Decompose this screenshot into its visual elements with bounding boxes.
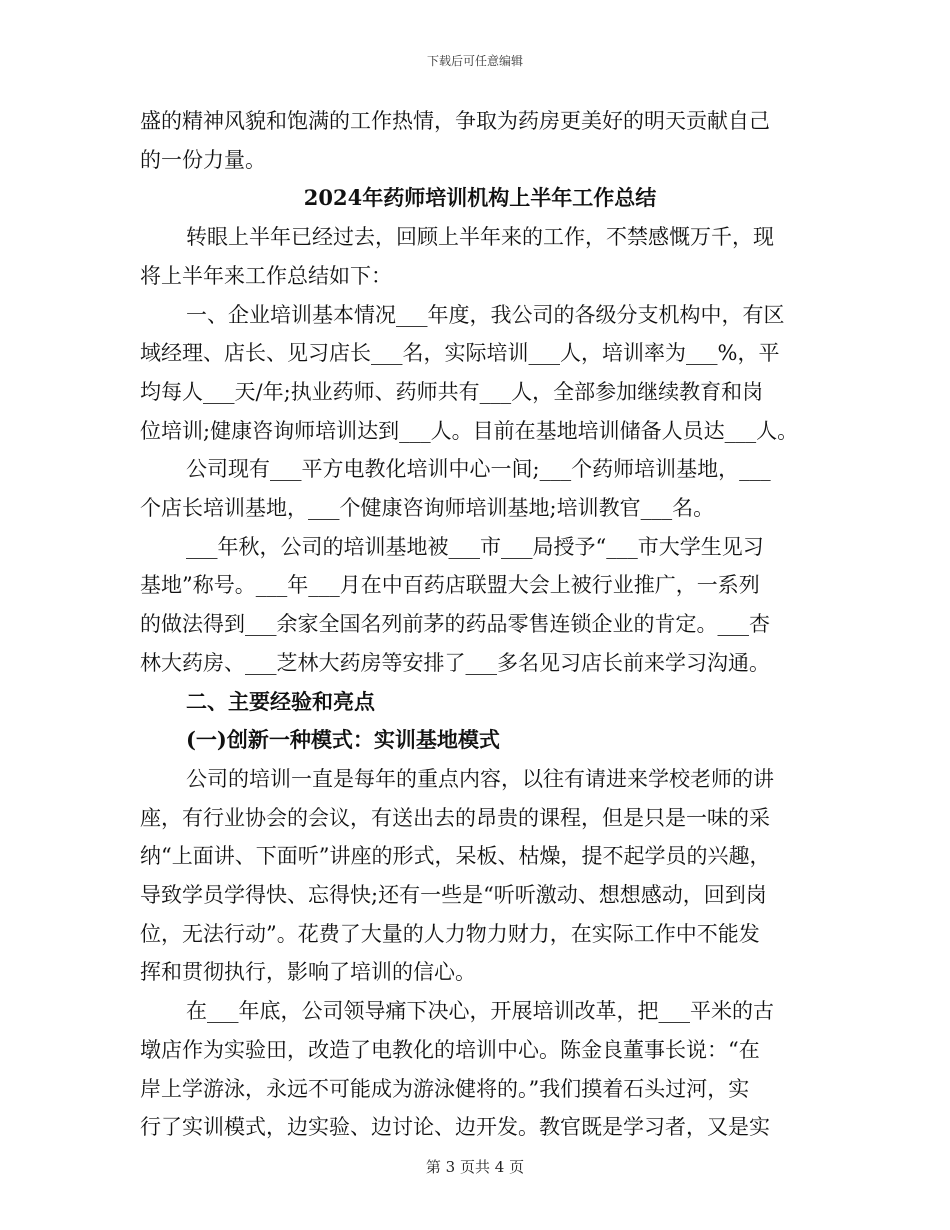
text-line: ___年秋，公司的培训基地被___市___局授予“___市大学生见习 <box>186 534 764 559</box>
text-line: 转眼上半年已经过去，回顾上半年来的工作，不禁感慨万千，现 <box>186 225 774 250</box>
text-line: 基地”称号。___年___月在中百药店联盟大会上被行业推广，一系列 <box>140 573 760 598</box>
page-footer: 第 3 页共 4 页 <box>425 1158 525 1176</box>
section-heading: (一)创新一种模式：实训基地模式 <box>186 727 500 753</box>
text-line: 座，有行业协会的会议，有送出去的昂贵的课程，但是只是一味的采 <box>140 805 770 830</box>
document-body <box>140 102 820 1147</box>
text-line: 位培训;健康咨询师培训达到___人。目前在基地培训储备人员达___人。 <box>140 418 799 443</box>
text-line: 导致学员学得快、忘得快;还有一些是“听听激动、想想感动，回到岗 <box>140 883 767 908</box>
text-line: 行了实训模式，边实验、边讨论、边开发。教官既是学习者，又是实 <box>140 1115 770 1140</box>
text-line: 一、企业培训基本情况___年度，我公司的各级分支机构中，有区 <box>186 302 785 327</box>
text-line: 纳“上面讲、下面听”讲座的形式，呆板、枯燥，提不起学员的兴趣， <box>140 844 771 869</box>
text-line: 的一份力量。 <box>140 147 266 172</box>
text-line: 域经理、店长、见习店长___名，实际培训___人，培训率为___%，平 <box>140 341 780 366</box>
text-line: 公司现有___平方电教化培训中心一间;___个药师培训基地，___ <box>186 457 771 482</box>
section-heading: 二、主要经验和亮点 <box>186 688 375 714</box>
text-line: 挥和贯彻执行，影响了培训的信心。 <box>140 960 476 985</box>
text-line: 公司的培训一直是每年的重点内容，以往有请进来学校老师的讲 <box>186 766 774 791</box>
text-line: 将上半年来工作总结如下： <box>140 263 392 288</box>
text-line: 个店长培训基地，___个健康咨询师培训基地;培训教官___名。 <box>140 496 715 521</box>
document-title: 2024年药师培训机构上半年工作总结 <box>303 185 657 211</box>
text-line: 在___年底，公司领导痛下决心，开展培训改革，把___平米的古 <box>186 999 774 1024</box>
page-header: 下载后可任意编辑 <box>426 54 523 68</box>
text-line: 岸上学游泳，永远不可能成为游泳健将的。”我们摸着石头过河，实 <box>140 1076 750 1101</box>
text-line: 林大药房、___芝林大药房等安排了___多名见习店长前来学习沟通。 <box>140 650 770 675</box>
text-line: 的做法得到___余家全国名列前茅的药品零售连锁企业的肯定。___杏 <box>140 612 770 637</box>
text-line: 均每人___天/年;执业药师、药师共有___人，全部参加继续教育和岗 <box>140 379 764 404</box>
text-line: 墩店作为实验田，改造了电教化的培训中心。陈金良董事长说：“在 <box>140 1037 760 1062</box>
text-line: 盛的精神风貌和饱满的工作热情，争取为药房更美好的明天贡献自己 <box>140 109 770 133</box>
text-line: 位，无法行动”。花费了大量的人力物力财力，在实际工作中不能发 <box>140 921 760 946</box>
